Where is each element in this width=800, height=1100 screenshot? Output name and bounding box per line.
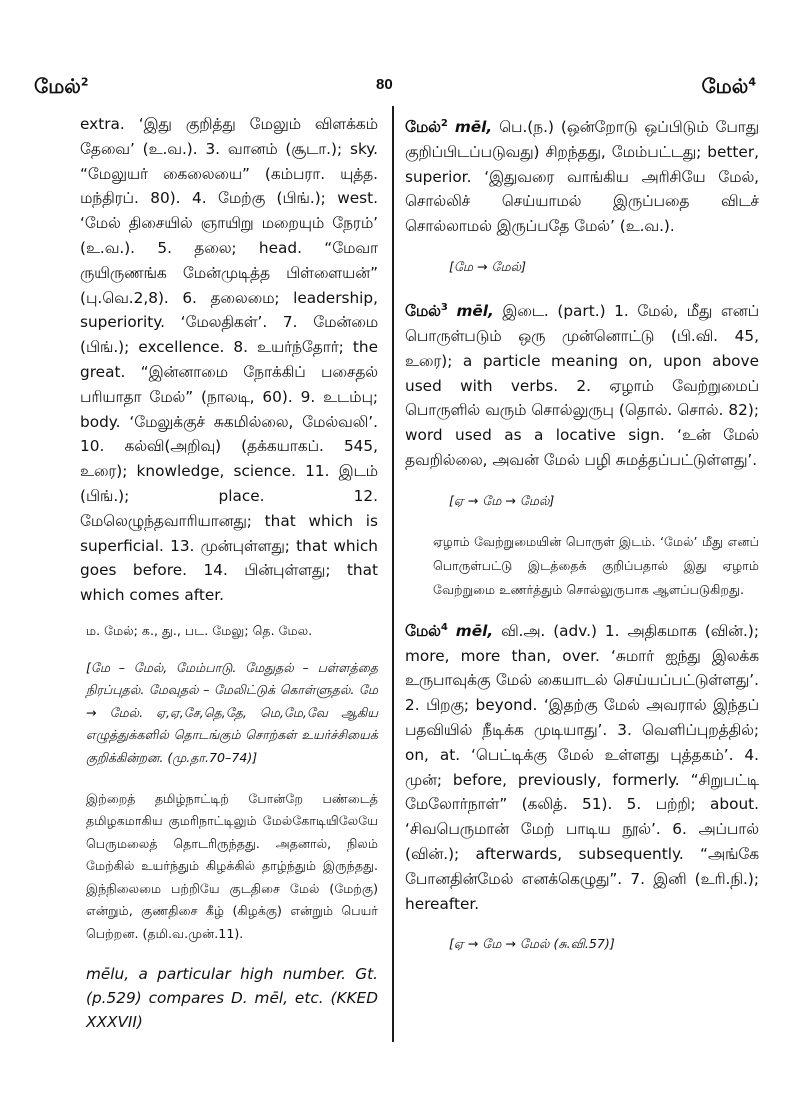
entry-mel-2 bbox=[405, 112, 759, 239]
entry-headword bbox=[405, 302, 448, 320]
entry-mel-3 bbox=[405, 296, 759, 473]
headword-sup: 3 bbox=[440, 302, 448, 314]
left-running-head-word: மேல் bbox=[34, 74, 81, 98]
historical-note: இற்றைத் தமிழ்நாட்டிற் போன்றே பண்டைத் தமிழகமாகிய குமரிநாட்டிலும் மேல்கோடியிலேயே பெருமலைத் தொடரிருந்தது. அதனால், நிலம் மேற்கில் உயர்ந்தும் கிழக்கில் தாழ்ந்தும் இருந்தது. இந்நிலைமை பற்றியே குடதிசை மேல் (மேற்கு) என்றும், குணதிசை கீழ் (கிழக்கு) என்றும் பெயர் பெற்றன. (தமி.வ.முன்.11). bbox=[86, 790, 378, 942]
transliteration: mēl, bbox=[456, 302, 494, 321]
entry-continuation: extra. ‘இது குறித்து மேலும் விளக்கம் தேவை’ (உ.வ.). 3. வானம் (சூடா.); sky. “மேலுயர் கைலையை” (கம்பரா. யுத்த. மந்திரப். 80). 4. மேற்கு (பிங்.); west. ‘மேல் திசையில் ஞாயிறு மறையும் நேரம்’ (உ.வ.). 5. தலை; head. “மேவா ருயிருணங்க மேன்முடித்த பிள்ளையன்” (பு.வெ.2,8). 6. தலைமை; leadership, superiority. ‘மேலதிகள்’. 7. மேன்மை (பிங்.); excellence. 8. உயர்ந்தோர்; the great. “இன்னாமை நோக்கிப் பசைதல் பரியாதா மேல்” (நாலடி, 60). 9. உடம்பு; body. ‘மேலுக்குச் சுகமில்லை, மேல்வலி’. 10. கல்வி(அறிவு) (தக்கயாகப். 545, உரை); knowledge, science. 11. இடம் (பிங்.); place. 12. மேலெழுந்தவாரியானது; that which is superficial. 13. முன்புள்ளது; that which goes before. 14. பின்புள்ளது; that which comes after. bbox=[80, 115, 378, 605]
page-header bbox=[0, 74, 800, 104]
right-running-head-sup: 4 bbox=[748, 75, 756, 89]
right-running-head-word: மேல் bbox=[701, 74, 749, 98]
right-running-head bbox=[701, 74, 756, 101]
etymology-block: [மே – மேல், மேம்பாடு. மேதுதல் – பள்ளத்தை நிரப்புதல். மேவுதல் – மேலிட்டுக் கொள்ளுதல். மே → மேல். ஏ,ஏ,சே,தெ,தே, மெ,மே,வே ஆகிய எழுத்துக்களில் தொடங்கும் சொற்கள் உயர்ச்சியைக் குறிக்கின்றன. (மு.தா.70–74)] bbox=[86, 659, 378, 765]
entry-3-etymology: [ஏ → மே → மேல்] bbox=[449, 492, 555, 508]
entry-body: வி.அ. (adv.) 1. அதிகமாக (வின்.); more, more than, over. ‘சுமார் ஐந்து இலக்க உருபாவுக்கு மேல் கையாடல் செய்யப்பட்டுள்ளது’. 2. பிறகு; beyond. ‘இதற்கு மேல் அவரால் இந்தப் பதவியில் நீடிக்க முடியாது’. 3. வெளிப்புறத்தில்; on, at. ‘பெட்டிக்கு மேல் உள்ளது புத்தகம்’. 4. முன்; before, previously, formerly. “சிறுபட்டி மேலோர்நாள்” (கலித். 51). 5. பற்றி; about. ‘சிவபெருமான் மேற் பாடிய நூல்’. 6. அப்பால் (வின்.); afterwards, subsequently. “அங்கே போனதின்மேல் எனக்கெழுது”. 7. இனி (உரி.நி.); hereafter. bbox=[405, 621, 759, 913]
page-number: 80 bbox=[376, 76, 393, 93]
entry-body: பெ.(ந.) (ஒன்றோடு ஒப்பிடும் போது குறிப்பிடப்படுவது) சிறந்தது, மேம்பட்டது; better, superior. ‘இதுவரை வாங்கிய அரிசியே மேல், சொல்லிச் செய்யாமல் இருப்பதை விடச் சொல்லாமல் இருப்பதே மேல்’ (உ.வ.). bbox=[405, 118, 759, 236]
column-divider bbox=[392, 106, 394, 1042]
entry-2-etymology: [மே → மேல்] bbox=[449, 259, 526, 275]
left-running-head-sup: 2 bbox=[80, 75, 89, 89]
cognates-line: ம. மேல்; க., து., பட. மேலு; தெ. மேல. bbox=[86, 622, 313, 638]
entry-4-etymology: [ஏ → மே → மேல் (சு.வி.57)] bbox=[449, 936, 615, 952]
headword-text: மேல் bbox=[405, 621, 441, 640]
entry-body: இடை. (part.) 1. மேல், மீது எனப் பொருள்படும் ஒரு முன்னொட்டு (பி.வி. 45, உரை); a particle meaning on, upon above used with verbs. 2. ஏழாம் வேற்றுமைப் பொருளில் வரும் சொல்லுருபு (தொல். சொல். 82); word used as a locative sign. ‘உன் மேல் தவறில்லை, அவன் மேல் பழி சுமத்தப்பட்டுள்ளது’. bbox=[405, 302, 759, 469]
right-column bbox=[405, 112, 759, 953]
entry-headword bbox=[405, 118, 448, 136]
left-column bbox=[80, 112, 378, 1049]
headword-text: மேல் bbox=[405, 118, 441, 137]
headword-text: மேல் bbox=[405, 302, 441, 321]
left-running-head bbox=[34, 74, 89, 101]
transliteration: mēl, bbox=[455, 621, 494, 640]
entry-3-note: ஏழாம் வேற்றுமையின் பொருள் இடம். ‘மேல்’ மீது எனப் பொருள்பட்டு இடத்தைக் குறிப்பதால் இது ஏழாம் வேற்றுமை உணர்த்தும் சொல்லுருபாக ஆளப்படுகிறது. bbox=[433, 533, 759, 597]
headword-sup: 2 bbox=[440, 118, 448, 129]
entry-mel-4 bbox=[405, 616, 759, 917]
english-etymology: mēlu, a particular high number. Gt. (p.529) compares D. mēl, etc. (KKED XXXVII) bbox=[86, 964, 378, 1031]
entry-headword bbox=[405, 622, 448, 640]
transliteration: mēl, bbox=[454, 118, 493, 137]
headword-sup: 4 bbox=[440, 621, 448, 633]
